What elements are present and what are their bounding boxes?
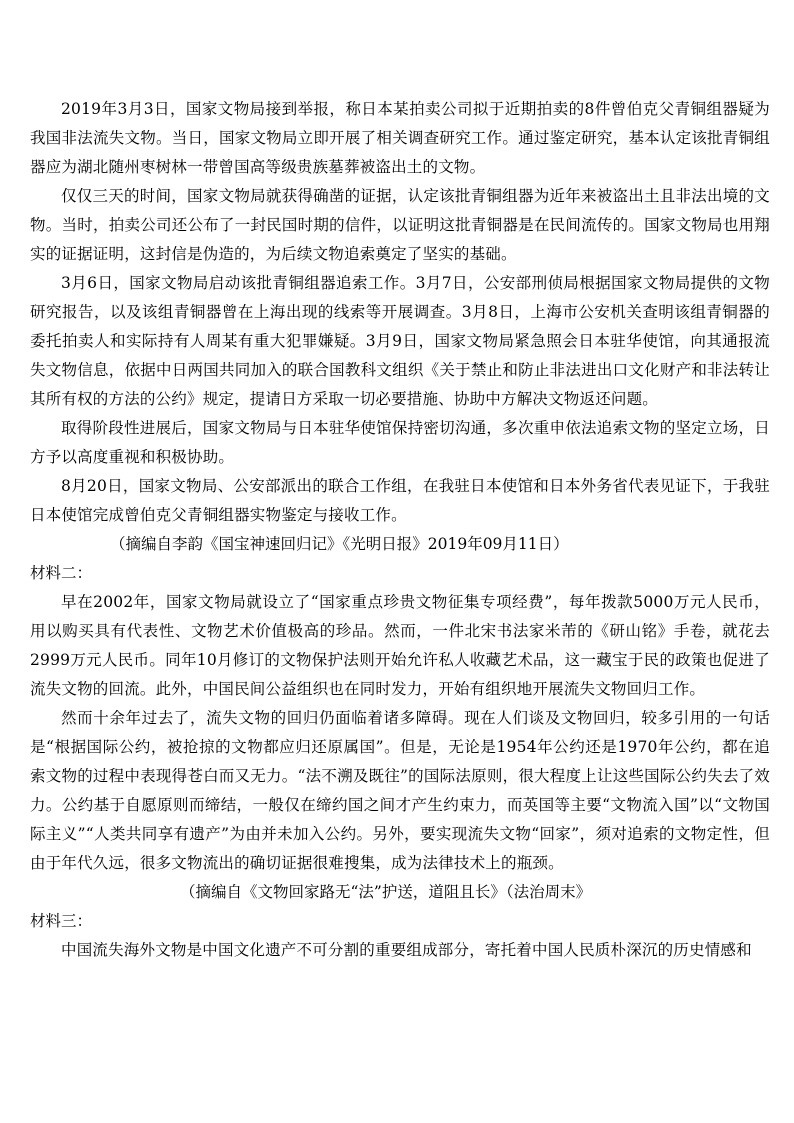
material3-paragraph-1: 中国流失海外文物是中国文化遗产不可分割的重要组成部分，寄托着中国人民质朴深沉的历史情感和 (61, 941, 752, 959)
material1-paragraph-5: 8月20日，国家文物局、公安部派出的联合工作组，在我驻日本使馆和日本外务省代表见证下，于我驻日本使馆完成曾伯克父青铜组器实物鉴定与接收工作。 (30, 477, 770, 524)
material1-paragraph-1: 2019年3月3日，国家文物局接到举报，称日本某拍卖公司拟于近期拍卖的8件曾伯克父青铜组器疑为我国非法流失文物。当日，国家文物局立即开展了相关调查研究工作。通过鉴定研究，基本认定该批青铜组器应为湖北随州枣树林一带曾国高等级贵族墓葬被盗出土的文物。 (30, 100, 770, 176)
material2-paragraph-2: 然而十余年过去了，流失文物的回归仍面临着诸多障碍。现在人们谈及文物回归，较多引用的一句话是“根据国际公约，被抢掠的文物都应归还原属国”。但是，无论是1954年公约还是1970年公约，都在追索文物的过程中表现得苍白而又无力。“法不溯及既往”的国际法原则，很大程度上让这些国际公约失去了效力。公约基于自愿原则而缔结，一般仅在缔约国之间才产生约束力，而英国等主要“文物流入国”以“文物国际主义”“人类共同享有遗产”为由并未加入公约。另外，要实现流失文物“回家”，须对追索的文物定性，但由于年代久远，很多文物流出的确切证据很难搜集，成为法律技术上的瓶颈。 (30, 709, 770, 872)
material1-source: （摘编自李韵《国宝神速回归记》《光明日报》2019年09月11日） (110, 535, 569, 553)
material1-paragraph-2: 仅仅三天的时间，国家文物局就获得确凿的证据，认定该批青铜组器为近年来被盗出土且非法出境的文物。当时，拍卖公司还公布了一封民国时期的信件，以证明这批青铜器是在民间流传的。国家文物局也用翔实的证据证明，这封信是伪造的，为后续文物追索奠定了坚实的基础。 (30, 187, 770, 263)
material3-heading: 材料三： (30, 912, 93, 930)
material1-paragraph-4: 取得阶段性进展后，国家文物局与日本驻华使馆保持密切沟通，多次重申依法追索文物的坚定立场，日方予以高度重视和积极协助。 (30, 419, 770, 466)
material1-paragraph-3: 3月6日，国家文物局启动该批青铜组器追索工作。3月7日，公安部刑侦局根据国家文物局提供的文物研究报告，以及该组青铜器曾在上海出现的线索等开展调查。3月8日，上海市公安机关查明该组青铜器的委托拍卖人和实际持有人周某有重大犯罪嫌疑。3月9日，国家文物局紧急照会日本驻华使馆，向其通报流失文物信息，依据中日两国共同加入的联合国教科文组织《关于禁止和防止非法进出口文化财产和非法转让其所有权的方法的公约》规定，提请日方采取一切必要措施、协助中方解决文物返还问题。 (30, 274, 770, 408)
material2-paragraph-1: 早在2002年，国家文物局就设立了“国家重点珍贵文物征集专项经费”，每年拨款5000万元人民币，用以购买具有代表性、文物艺术价值极高的珍品。然而，一件北宋书法家米芾的《研山铭》手卷，就花去2999万元人民币。同年10月修订的文物保护法则开始允许私人收藏艺术品，这一藏宝于民的政策也促进了流失文物的回流。此外，中国民间公益组织也在同时发力，开始有组织地开展流失文物回归工作。 (30, 593, 770, 698)
material2-source: （摘编自《文物回家路无“法”护送，道阻且长》（法治周末》 (180, 883, 592, 901)
material2-heading: 材料二： (30, 564, 93, 582)
document-page (30, 95, 770, 965)
